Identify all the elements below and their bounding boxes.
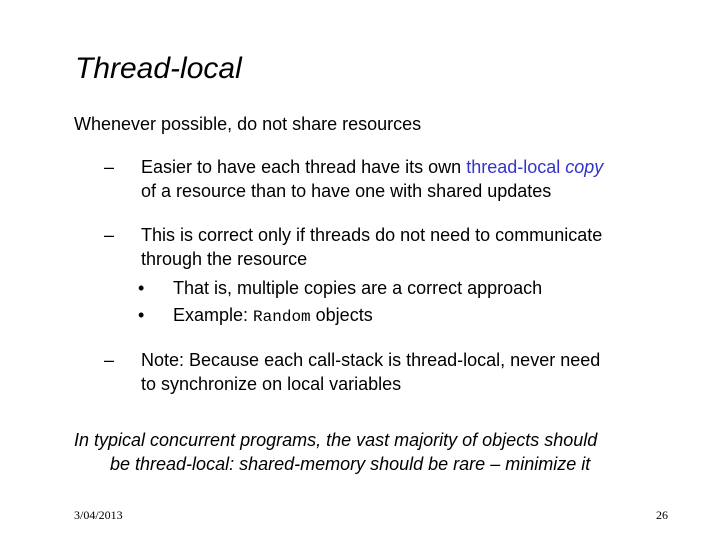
random-code: Random	[253, 308, 311, 326]
point-1-text	[141, 155, 603, 203]
point-3-text	[141, 348, 600, 396]
point-1-line-1-plain: Easier to have each thread have its own	[141, 157, 467, 177]
conclusion-line-1: In typical concurrent programs, the vast majority of objects should	[74, 430, 598, 450]
footer-date: 3/04/2013	[74, 508, 123, 522]
dash-marker: –	[104, 157, 115, 177]
conclusion-line-2: be thread-local: shared-memory should be rare – minimize it	[110, 454, 591, 474]
point-1-line-1	[141, 155, 603, 179]
point-3-line-1: Note: Because each call-stack is thread-local, never need	[141, 350, 601, 370]
point-2-line-2: through the resource	[141, 249, 308, 269]
point-3-line-2: to synchronize on local variables	[141, 374, 402, 394]
copy-term: copy	[565, 157, 604, 177]
intro-text: Whenever possible, do not share resources	[74, 114, 422, 134]
bullet-marker: •	[138, 305, 145, 325]
objects-label: objects	[310, 305, 373, 325]
slide-title: Thread-local	[75, 52, 242, 85]
page-number: 26	[656, 508, 668, 522]
dash-marker: –	[104, 225, 115, 245]
point-1-line-2: of a resource than to have one with shared updates	[141, 181, 552, 201]
conclusion	[74, 428, 597, 476]
point-2-line-1: This is correct only if threads do not need to communicate	[141, 225, 603, 245]
bullet-marker: •	[138, 278, 145, 298]
dash-marker: –	[104, 350, 115, 370]
sub-bullet-1-text: That is, multiple copies are a correct approach	[173, 278, 543, 298]
sub-bullet-2-text	[173, 303, 373, 329]
point-2-text	[141, 223, 602, 271]
thread-local-term: thread-local	[466, 157, 566, 177]
example-label: Example:	[173, 305, 254, 325]
